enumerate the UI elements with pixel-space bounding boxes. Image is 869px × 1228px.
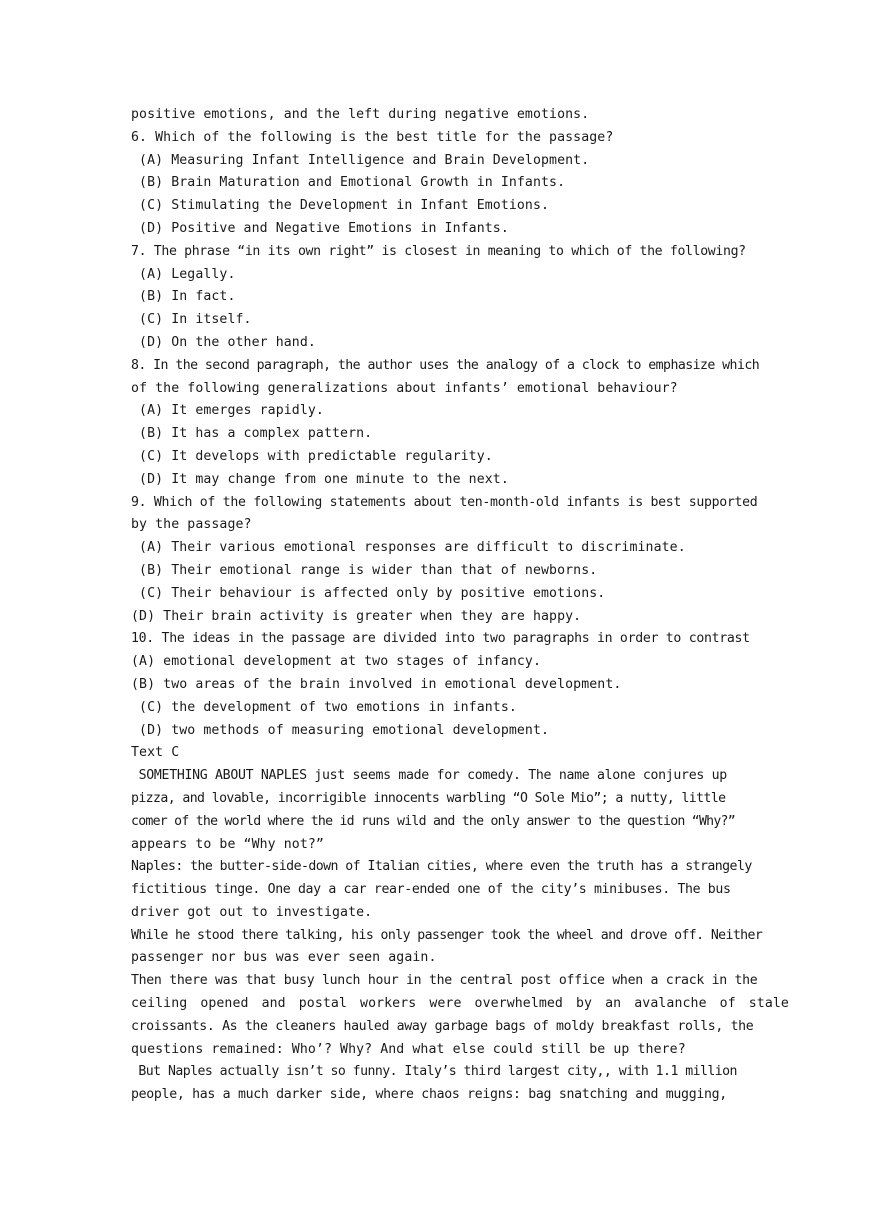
option-10a: (A) emotional development at two stages of infancy.	[131, 654, 542, 670]
paragraph-line: ceiling opened and postal workers were overwhelmed by an avalanche of stale	[131, 996, 789, 1012]
paragraph-line: pizza, and lovable, incorrigible innocents warbling “O Sole Mio”; a nutty, little	[131, 790, 726, 806]
paragraph-line: While he stood there talking, his only passenger took the wheel and drove off. Neither	[131, 927, 763, 943]
paragraph-line: Then there was that busy lunch hour in the central post office when a crack in the	[131, 973, 758, 989]
question-9-cont: by the passage?	[131, 517, 252, 533]
question-8: 8. In the second paragraph, the author uses the analogy of a clock to emphasize which	[131, 357, 760, 373]
paragraph-line: But Naples actually isn’t so funny. Italy’s third largest city,, with 1.1 million	[131, 1064, 737, 1080]
option-9d: (D) Their brain activity is greater when they are happy.	[131, 608, 582, 624]
paragraph-line: people, has a much darker side, where chaos reigns: bag snatching and mugging,	[131, 1087, 727, 1103]
section-heading-text-c: Text C	[131, 745, 180, 761]
question-10: 10. The ideas in the passage are divided into two paragraphs in order to contrast	[131, 631, 750, 647]
option-10c: (C) the development of two emotions in infants.	[131, 699, 517, 715]
option-8c: (C) It develops with predictable regularity.	[131, 448, 493, 464]
paragraph-line: passenger nor bus was ever seen again.	[131, 950, 437, 966]
option-7b: (B) In fact.	[131, 289, 236, 305]
option-7d: (D) On the other hand.	[131, 334, 316, 350]
document-page	[131, 104, 789, 1107]
option-10b: (B) two areas of the brain involved in emotional development.	[131, 676, 622, 692]
paragraph-line: appears to be “Why not?”	[131, 836, 324, 852]
question-7: 7. The phrase “in its own right” is closest in meaning to which of the following?	[131, 243, 746, 259]
paragraph-line: driver got out to investigate.	[131, 904, 373, 920]
option-8a: (A) It emerges rapidly.	[131, 403, 324, 419]
question-9: 9. Which of the following statements about ten-month-old infants is best supported	[131, 494, 758, 510]
option-6d: (D) Positive and Negative Emotions in Infants.	[131, 220, 509, 236]
option-9b: (B) Their emotional range is wider than that of newborns.	[131, 562, 598, 578]
option-8d: (D) It may change from one minute to the next.	[131, 471, 509, 487]
option-6a: (A) Measuring Infant Intelligence and Brain Development.	[131, 152, 590, 168]
option-8b: (B) It has a complex pattern.	[131, 426, 373, 442]
paragraph-line: comer of the world where the id runs wild and the only answer to the question “Why?”	[131, 813, 735, 829]
question-6: 6. Which of the following is the best title for the passage?	[131, 129, 614, 145]
question-8-cont: of the following generalizations about infants’ emotional behaviour?	[131, 380, 678, 396]
paragraph-line: fictitious tinge. One day a car rear-ended one of the city’s minibuses. The bus	[131, 882, 731, 898]
option-6b: (B) Brain Maturation and Emotional Growth in Infants.	[131, 175, 566, 191]
paragraph-line: SOMETHING ABOUT NAPLES just seems made for comedy. The name alone conjures up	[131, 768, 727, 784]
option-7a: (A) Legally.	[131, 266, 236, 282]
option-7c: (C) In itself.	[131, 312, 252, 328]
option-9c: (C) Their behaviour is affected only by positive emotions.	[131, 585, 606, 601]
paragraph-line: croissants. As the cleaners hauled away garbage bags of moldy breakfast rolls, the	[131, 1018, 754, 1034]
paragraph-line: Naples: the butter-side-down of Italian cities, where even the truth has a strangely	[131, 859, 752, 875]
text-line: positive emotions, and the left during negative emotions.	[131, 107, 590, 122]
paragraph-line: questions remained: Who’? Why? And what else could still be up there?	[131, 1041, 686, 1057]
option-9a: (A) Their various emotional responses are difficult to discriminate.	[131, 540, 686, 556]
option-6c: (C) Stimulating the Development in Infant Emotions.	[131, 198, 550, 214]
option-10d: (D) two methods of measuring emotional development.	[131, 722, 550, 738]
